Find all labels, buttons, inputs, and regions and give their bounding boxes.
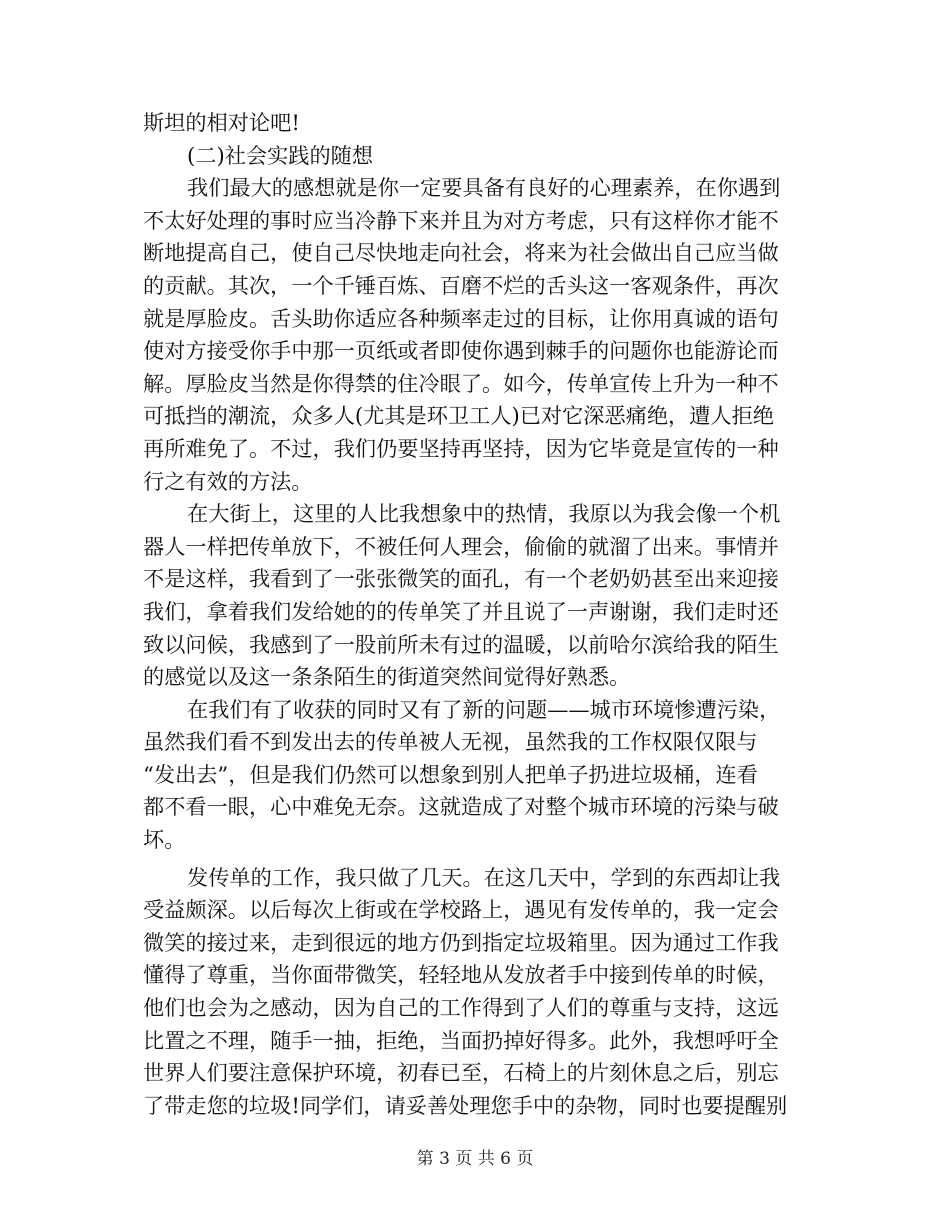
text-line: 在大街上，这里的人比我想象中的热情，我原以为我会像一个机 [187, 501, 781, 527]
text-line: 受益颇深。以后每次上街或在学校路上，遇见有发传单的，我一定会 [143, 897, 779, 923]
text-line: 懂得了尊重，当你面带微笑，轻轻地从发放者手中接到传单的时候， [143, 962, 779, 988]
text-line: 在我们有了收获的同时又有了新的问题——城市环境惨遭污染， [187, 696, 781, 722]
text-line: 都不看一眼，心中难免无奈。这就造成了对整个城市环境的污染与破 [143, 794, 779, 820]
text-line: 行之有效的方法。 [143, 468, 313, 494]
text-line: 断地提高自己，使自己尽快地走向社会，将来为社会做出自己应当做 [143, 240, 779, 266]
document-body [143, 107, 803, 1122]
text-line: 解。厚脸皮当然是你得禁的住冷眼了。如今，传单宣传上升为一种不 [143, 370, 779, 396]
text-line: 可抵挡的潮流，众多人(尤其是环卫工人)已对它深恶痛绝，遭人拒绝 [143, 403, 774, 429]
page-number: 第 3 页 共 6 页 [416, 1149, 534, 1169]
text-line: 就是厚脸皮。舌头助你适应各种频率走过的目标，让你用真诚的语句 [143, 305, 779, 331]
text-line: 再所难免了。不过，我们仍要坚持再坚持，因为它毕竟是宣传的一种 [143, 435, 779, 461]
section-heading: (二)社会实践的随想 [187, 142, 374, 168]
text-line: 不太好处理的事时应当冷静下来并且为对方考虑，只有这样你才能不 [143, 207, 779, 233]
text-line: 微笑的接过来，走到很远的地方仍到指定垃圾箱里。因为通过工作我 [143, 929, 779, 955]
text-line: 虽然我们看不到发出去的传单被人无视，虽然我的工作权限仅限与 [143, 729, 758, 755]
text-line: 我们最大的感想就是你一定要具备有良好的心理素养，在你遇到 [187, 175, 781, 201]
text-line: 的贡献。其次，一个千锤百炼、百磨不烂的舌头这一客观条件，再次 [143, 272, 779, 298]
text-line: 坏。 [143, 827, 186, 853]
text-line: 斯坦的相对论吧! [143, 110, 300, 135]
text-line: 世界人们要注意保护环境，初春已至，石椅上的片刻休息之后，别忘 [143, 1060, 779, 1086]
text-line: “发出去”，但是我们仍然可以想象到别人把单子扔进垃圾桶，连看 [143, 761, 758, 787]
text-line: 他们也会为之感动，因为自己的工作得到了人们的尊重与支持，这远 [143, 995, 779, 1021]
text-line: 器人一样把传单放下，不被任何人理会，偷偷的就溜了出来。事情并 [143, 533, 779, 559]
text-line: 不是这样，我看到了一张张微笑的面孔，有一个老奶奶甚至出来迎接 [143, 566, 779, 592]
text-line: 使对方接受你手中那一页纸或者即使你遇到棘手的问题你也能游论而 [143, 338, 779, 364]
text-line: 了带走您的垃圾!同学们，请妥善处理您手中的杂物，同时也要提醒别 [143, 1092, 788, 1118]
text-line: 致以问候，我感到了一股前所未有过的温暖，以前哈尔滨给我的陌生 [143, 631, 779, 657]
text-line: 发传单的工作，我只做了几天。在这几天中，学到的东西却让我 [187, 864, 781, 890]
text-line: 我们，拿着我们发给她的的传单笑了并且说了一声谢谢，我们走时还 [143, 598, 779, 624]
text-line: 比置之不理，随手一抽，拒绝，当面扔掉好得多。此外，我想呼吁全 [143, 1027, 779, 1053]
text-line: 的感觉以及这一条条陌生的街道突然间觉得好熟悉。 [143, 664, 631, 690]
